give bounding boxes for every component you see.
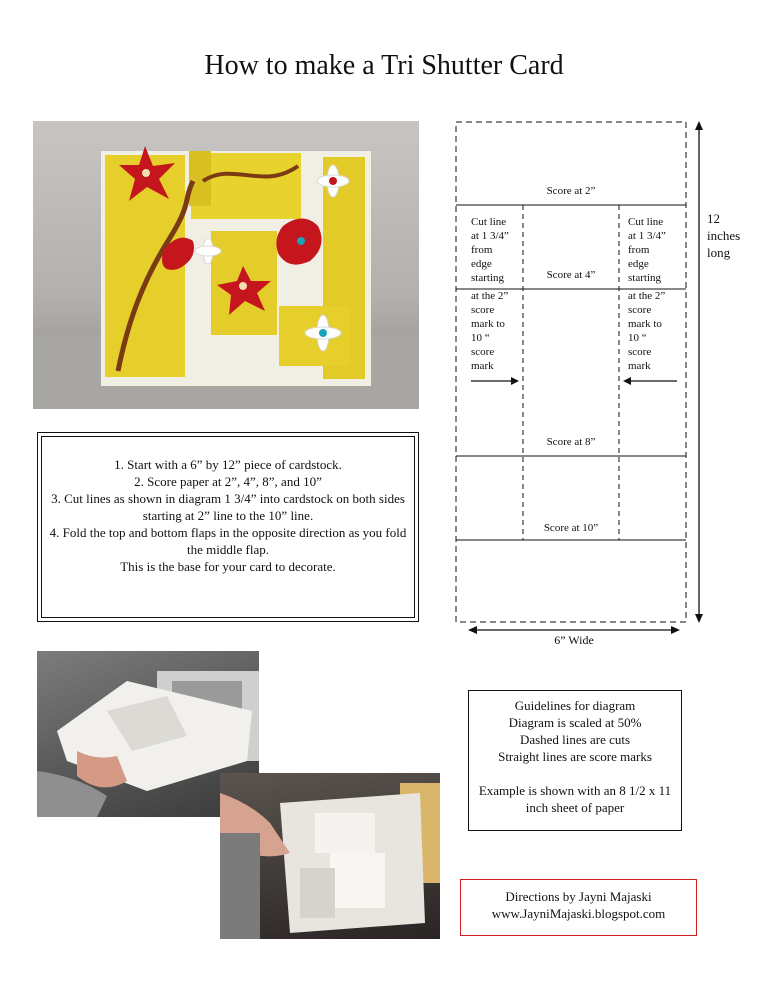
cut-note-right-line: Cut line <box>628 216 664 228</box>
instructions-text <box>38 456 418 575</box>
score-label-2: Score at 2” <box>546 185 596 197</box>
height-label-line: inches <box>707 228 741 243</box>
cut-note-right-line: from <box>628 244 650 256</box>
cut-note-right <box>628 216 666 372</box>
score-label-4: Score at 4” <box>546 269 596 281</box>
height-arrow-icon <box>692 121 706 623</box>
guidelines-spacer <box>469 765 681 782</box>
cut-note-right-line: mark to <box>628 318 662 330</box>
cut-note-right-line: edge <box>628 258 649 270</box>
instructions-note: This is the base for your card to decorate. <box>120 559 336 574</box>
cut-note-right-line: 10 “ <box>628 332 647 344</box>
cut-note-left-line: mark to <box>471 318 505 330</box>
score-label-8: Score at 8” <box>546 436 596 448</box>
cut-note-left-line: Cut line <box>471 216 507 228</box>
guidelines-line: Dashed lines are cuts <box>519 732 631 747</box>
guidelines-line: Guidelines for diagram <box>514 698 636 713</box>
arrow-left-icon <box>623 377 677 385</box>
cut-note-left-line: from <box>471 244 493 256</box>
credit-author: Directions by Jayni Majaski <box>505 889 652 904</box>
cut-note-right-line: score <box>628 304 652 316</box>
cut-note-left-line: starting <box>471 272 504 284</box>
step-4: 4. Fold the top and bottom flaps in the opposite direction as you fold the middle flap. <box>49 525 407 557</box>
guidelines-line: Straight lines are score marks <box>498 749 652 764</box>
arrow-right-icon <box>471 377 519 385</box>
credit-website-link[interactable]: www.JayniMajaski.blogspot.com <box>491 906 666 921</box>
score-label-10: Score at 10” <box>543 522 599 534</box>
cutting-diagram <box>455 121 687 623</box>
cut-note-left-line: mark <box>471 360 494 372</box>
cut-note-right-line: score <box>628 346 652 358</box>
cut-note-right-line: starting <box>628 272 661 284</box>
folded-card-illustration <box>220 773 440 939</box>
guidelines-line: Example is shown with an 8 1/2 x 11 inch sheet of paper <box>478 783 672 815</box>
width-label: 6” Wide <box>554 633 594 647</box>
cut-note-right-line: at the 2” <box>628 290 666 302</box>
height-label <box>707 210 757 261</box>
cut-note-left <box>471 216 509 372</box>
height-label-line: 12 <box>707 211 720 226</box>
finished-card-illustration <box>33 121 419 409</box>
height-label-line: long <box>707 245 731 260</box>
guidelines-box <box>468 690 682 831</box>
step-3: 3. Cut lines as shown in diagram 1 3/4” into cardstock on both sides starting at 2” line to the 10” line. <box>51 491 405 523</box>
cut-note-right-line: mark <box>628 360 651 372</box>
cut-note-left-line: score <box>471 304 495 316</box>
cut-note-left-line: at 1 3/4” <box>471 230 509 242</box>
finished-card-photo <box>33 121 419 409</box>
cut-note-left-line: score <box>471 346 495 358</box>
instructions-box <box>37 432 419 622</box>
credit-box <box>460 879 697 936</box>
step-1: 1. Start with a 6” by 12” piece of cardstock. <box>114 457 342 472</box>
cut-note-right-line: at 1 3/4” <box>628 230 666 242</box>
diagram-outline <box>456 122 686 622</box>
guidelines-line: Diagram is scaled at 50% <box>508 715 642 730</box>
folded-card-photo <box>220 773 440 939</box>
page-title: How to make a Tri Shutter Card <box>204 50 564 81</box>
cut-note-left-line: 10 “ <box>471 332 490 344</box>
cut-note-left-line: at the 2” <box>471 290 509 302</box>
cut-note-left-line: edge <box>471 258 492 270</box>
step-2: 2. Score paper at 2”, 4”, 8”, and 10” <box>134 474 322 489</box>
